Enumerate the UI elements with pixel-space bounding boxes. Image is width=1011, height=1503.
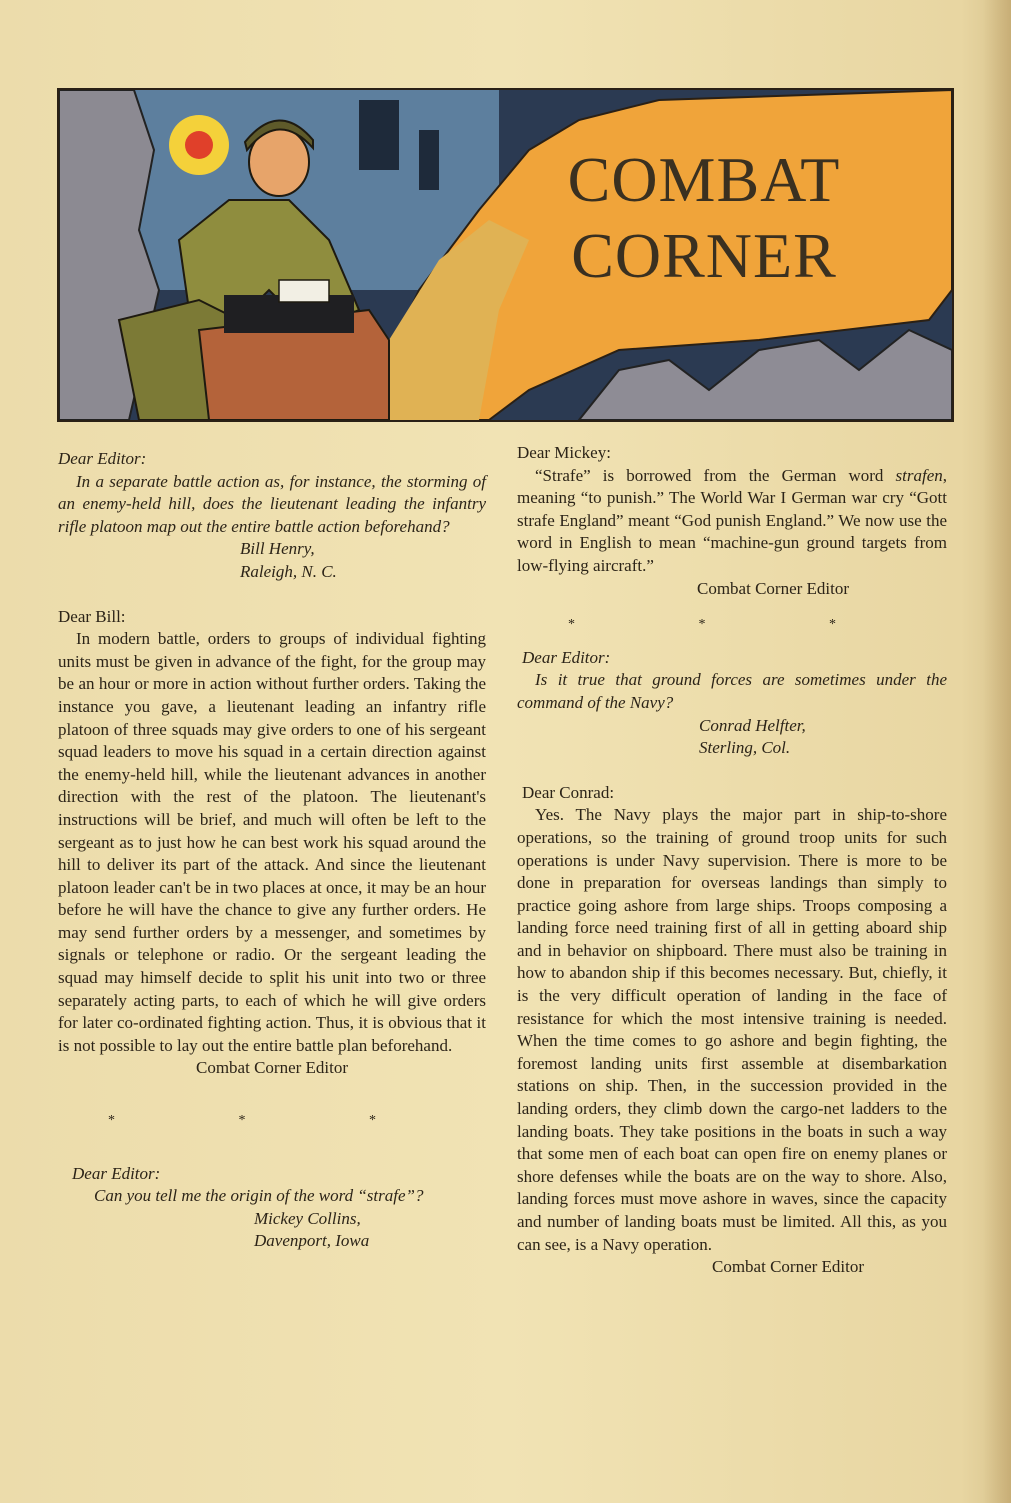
right-separator-stars: * * * [568,617,896,633]
combat-corner-banner [57,88,954,422]
reply2-signature: Combat Corner Editor [697,578,850,598]
letter3-salutation: Dear Editor: [522,647,611,667]
reply2-salutation: Dear Mickey: [517,443,611,462]
reply2-body-italic: strafen [895,465,943,485]
left-separator-stars: * * * [108,1113,436,1129]
banner-title [539,142,869,294]
letter1-question: In a separate battle action as, for instance, the storming of an enemy-held hill, does the lieutenant leading the infantry rifle platoon map out the entire battle action beforehand? [58,471,486,536]
letter3-place: Sterling, Col. [699,738,791,758]
reply2-body-a: “Strafe” is borrowed from the German word [535,465,896,485]
letter2-place: Davenport, Iowa [254,1231,370,1251]
reply3-signature: Combat Corner Editor [712,1257,865,1277]
letter2-salutation: Dear Editor: [72,1163,161,1183]
banner-title-line1: COMBAT [567,144,841,215]
reply2-body [517,465,947,578]
letter1-salutation: Dear Editor: [58,449,147,468]
page-edge-shadow [983,0,1011,1503]
left-column [58,448,486,1253]
reply1-signature: Combat Corner Editor [195,1058,349,1078]
reply3-salutation: Dear Conrad: [522,782,615,802]
letter3-question: Is it true that ground forces are sometimes under the command of the Navy? [517,670,947,712]
banner-title-line2: CORNER [571,220,837,291]
letter2-question: Can you tell me the origin of the word “strafe”? [94,1186,424,1206]
reply3-body: Yes. The Navy plays the major part in ship-to-shore operations, so the training of ground troop units for such operations is under Navy supervision. There is more to be done in preparation for overseas landings than simply to practice going ashore from large ships. Troops composing a landing force need training first of all in getting aboard ship and in behavior on shipboard. There must also be training in how to abandon ship if this becomes necessary. But, chiefly, it is the very difficult operation of landing in the face of resistance for which the most intensive training is needed. When the time comes to go ashore and begin fighting, the foremost landing units first assemble at disembarkation stations on ship. Then, in the succession provided in the landing orders, they climb down the cargo-net ladders to the landing boats. They take positions in the boats in such a way that some men of each boat can open fire on enemy planes or shore defenses while the boats are on the way to shore. Also, landing forces must move ashore in waves, since the capacity and number of landing boats must be limited. All this, as you can see, is a Navy operation. [517,805,947,1254]
letter3-name: Conrad Helfter, [699,715,806,735]
reply2-body-b: , meaning “to punish.” The World War I German war cry “Gott strafe England” meant “God punish England.” We now use the word in English to mean “machine-gun ground targets from low-flying aircraft.” [517,465,947,575]
right-column [517,442,947,1279]
reply1-salutation: Dear Bill: [58,606,126,626]
letter1-place: Raleigh, N. C. [240,561,337,581]
reply1-body: In modern battle, orders to groups of individual fighting units must be given in advance of the fight, for the group may be an hour or more in action without further orders. Taking the instance you gave, a lieutenant leading an infantry rifle platoon of three squads may give orders to one of his sergeant squad leaders to move his squad in a certain direction against the enemy-held hill, while the lieutenant advances in another direction with the rest of the platoon. The lieutenant's instructions will be brief, and much will often be left to the sergeant as to just how he can best work his squad around the hill to deliver its part of the attack. And since the lieutenant platoon leader can't be in two places at once, it may be an hour before he will have the chance to give any further orders. He may send further orders by a messenger, and sometimes by signals or telephone or radio. Or the sergeant leading the squad may himself decide to split his unit into two or three separately acting parts, to each of which he will give orders for later co-ordinated fighting action. Thus, it is obvious that it is not possible to lay out the entire battle plan beforehand. [58,629,486,1055]
letter1-name: Bill Henry, [240,539,315,559]
letter2-name: Mickey Collins, [254,1208,361,1228]
